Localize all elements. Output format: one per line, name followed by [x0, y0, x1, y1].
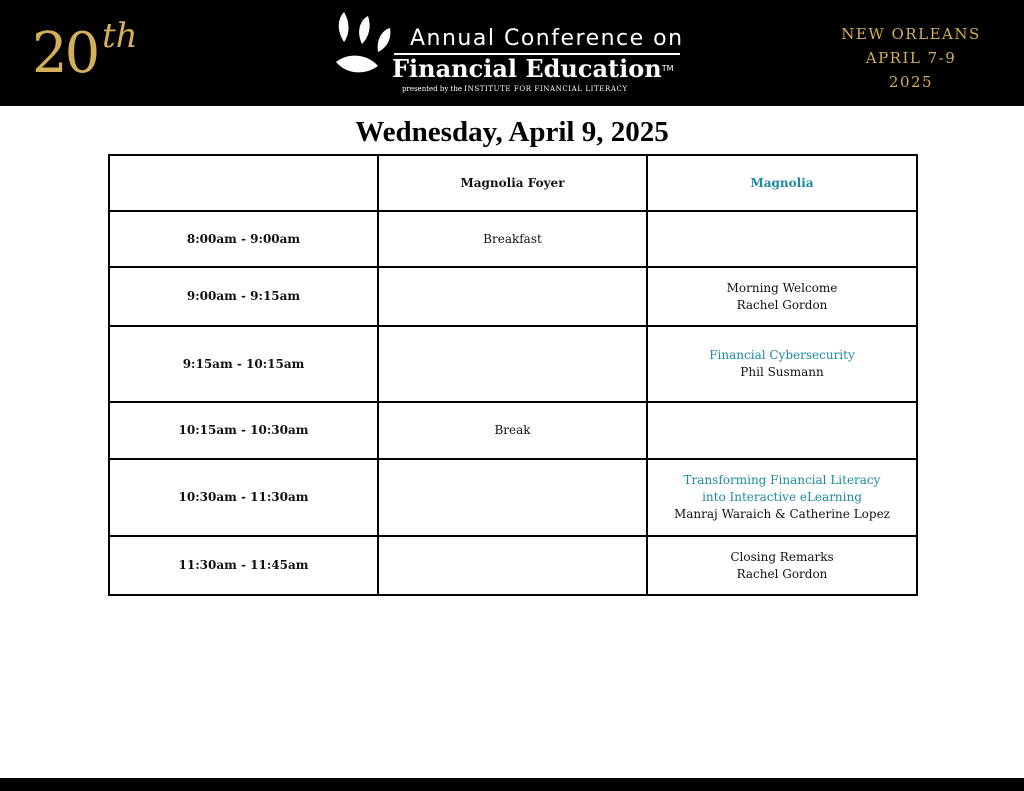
time-cell: 10:15am - 10:30am [109, 402, 378, 459]
table-row [109, 211, 917, 267]
table-header-row [109, 155, 917, 211]
footer-bar [0, 778, 1024, 791]
event-location [836, 22, 986, 94]
header-time [109, 155, 378, 211]
event-city: NEW ORLEANS [841, 25, 981, 43]
header-magnolia: Magnolia [647, 155, 917, 211]
trademark-mark: TM [661, 64, 674, 73]
time-cell: 11:30am - 11:45am [109, 536, 378, 595]
magnolia-cell [647, 459, 917, 536]
anniversary-mark [32, 14, 142, 94]
magnolia-cell [647, 326, 917, 402]
conference-logo [334, 12, 694, 96]
session-name: Closing Remarks [730, 549, 834, 564]
logo-line-annual: Annual Conference on [410, 26, 684, 51]
table-row [109, 267, 917, 326]
event-year: 2025 [888, 73, 934, 91]
logo-presented-by [402, 84, 692, 94]
time-cell: 10:30am - 11:30am [109, 459, 378, 536]
foyer-cell: Break [378, 402, 647, 459]
session-speaker: Phil Susmann [740, 365, 824, 379]
magnolia-cell [647, 536, 917, 595]
session-speaker: Manraj Waraich & Catherine Lopez [673, 507, 891, 521]
table-row [109, 459, 917, 536]
logo-line-financial-education [392, 55, 692, 83]
session-title: Transforming Financial Literacy [683, 473, 881, 487]
foyer-cell [378, 267, 647, 326]
magnolia-cell [647, 211, 917, 267]
session-speaker: Rachel Gordon [736, 297, 828, 312]
header-magnolia-foyer: Magnolia Foyer [378, 155, 647, 211]
session-title: Financial Cybersecurity [709, 348, 855, 362]
session-title-continued: into Interactive eLearning [702, 490, 862, 504]
logo-financial-education-text: Financial Education [392, 54, 662, 83]
table-row [109, 326, 917, 402]
institute-name: INSTITUTE FOR FINANCIAL LITERACY [464, 85, 628, 93]
foyer-cell [378, 326, 647, 402]
presented-by-text: presented by the [402, 85, 462, 93]
session-name: Morning Welcome [726, 280, 838, 295]
time-cell: 8:00am - 9:00am [109, 211, 378, 267]
time-cell: 9:15am - 10:15am [109, 326, 378, 402]
schedule-table [108, 154, 918, 596]
table-row [109, 536, 917, 595]
foyer-cell [378, 536, 647, 595]
day-title: Wednesday, April 9, 2025 [355, 116, 669, 148]
event-dates: APRIL 7-9 [865, 49, 957, 67]
leaves-icon [334, 12, 394, 82]
anniversary-suffix: th [102, 16, 138, 56]
anniversary-number: 20 [32, 21, 98, 86]
magnolia-cell [647, 402, 917, 459]
table-row [109, 402, 917, 459]
session-speaker: Rachel Gordon [736, 566, 828, 581]
foyer-cell: Breakfast [378, 211, 647, 267]
magnolia-cell [647, 267, 917, 326]
foyer-cell [378, 459, 647, 536]
header-banner [0, 0, 1024, 106]
time-cell: 9:00am - 9:15am [109, 267, 378, 326]
